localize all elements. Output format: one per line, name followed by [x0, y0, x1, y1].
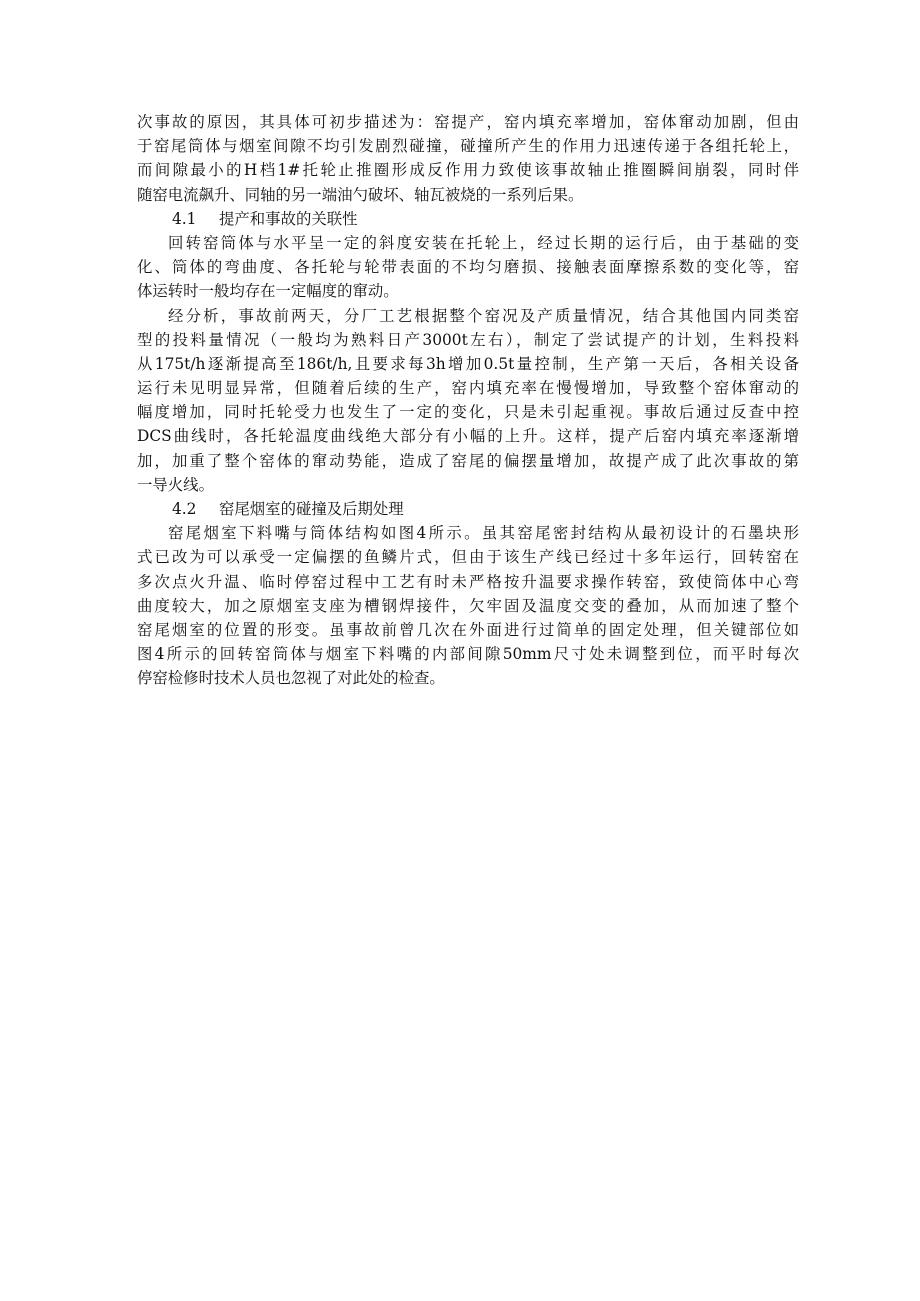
text-line: 幅度增加，同时托轮受力也发生了一定的变化，只是未引起重视。事故后通过反查中控 — [137, 403, 799, 422]
text-line: 化、筒体的弯曲度、各托轮与轮带表面的不均匀磨损、接触表面摩擦系数的变化等，窑 — [137, 258, 799, 277]
text-line: 窑尾烟室下料嘴与筒体结构如图4所示。虽其窑尾密封结构从最初设计的石墨块形 — [168, 524, 799, 543]
paragraph-smoke-chamber — [137, 521, 799, 690]
text-line: 窑尾烟室的位置的形变。虽事故前曾几次在外面进行过简单的固定处理，但关键部位如 — [137, 620, 799, 639]
text-line: 型的投料量情况（一般均为熟料日产3000t左右），制定了尝试提产的计划，生料投料 — [137, 330, 799, 349]
document-page — [137, 110, 799, 691]
text-line: 而间隙最小的H档1#托轮止推圈形成反作用力致使该事故轴止推圈瞬间崩裂，同时伴 — [137, 161, 799, 180]
text-line: 图4所示的回转窑筒体与烟室下料嘴的内部间隙50mm尺寸处未调整到位，而平时每次 — [137, 645, 799, 664]
text-line: 式已改为可以承受一定偏摆的鱼鳞片式，但由于该生产线已经过十多年运行，回转窑在 — [137, 548, 799, 567]
text-line: 多次点火升温、临时停窑过程中工艺有时未严格按升温要求操作转窑，致使筒体中心弯 — [137, 572, 799, 591]
section-number: 4.1 — [172, 209, 197, 228]
text-line: 随窑电流飙升、同轴的另一端油勺破坏、轴瓦被烧的一系列后果。 — [137, 185, 584, 204]
text-line: 体运转时一般均存在一定幅度的窜动。 — [137, 282, 399, 301]
section-number: 4.2 — [172, 500, 197, 518]
text-line: 回转窑筒体与水平呈一定的斜度安装在托轮上，经过长期的运行后，由于基础的变 — [168, 233, 799, 252]
text-line: 运行未见明显异常，但随着后续的生产，窑内填充率在慢慢增加，导致整个窑体窜动的 — [137, 379, 799, 398]
text-line: 一导火线。 — [137, 475, 214, 494]
paragraph-analysis — [137, 304, 799, 498]
paragraph-accident-cause — [137, 110, 799, 207]
text-line: 曲度较大，加之原烟室支座为槽钢焊接件，欠牢固及温度交变的叠加，从而加速了整个 — [137, 596, 799, 615]
text-line: 于窑尾筒体与烟室间隙不均引发剧烈碰撞，碰撞所产生的作用力迅速传递于各组托轮上， — [137, 137, 799, 156]
section-heading-4-2 — [137, 497, 799, 521]
text-line: 加，加重了整个窑体的窜动势能，造成了窑尾的偏摆量增加，故提产成了此次事故的第 — [137, 451, 799, 470]
text-line: 停窑检修时技术人员也忽视了对此处的检查。 — [137, 669, 445, 688]
text-line: 次事故的原因，其具体可初步描述为：窑提产，窑内填充率增加，窑体窜动加剧，但由 — [137, 113, 799, 131]
text-line: 从175t/h逐渐提高至186t/h,且要求每3h增加0.5t量控制，生产第一天后，各相关设备 — [137, 354, 799, 373]
section-title: 窑尾烟室的碰撞及后期处理 — [219, 500, 404, 518]
text-line: DCS曲线时，各托轮温度曲线绝大部分有小幅的上升。这样，提产后窑内填充率逐渐增 — [137, 427, 799, 446]
section-heading-4-1 — [137, 207, 799, 231]
text-line: 经分析，事故前两天，分厂工艺根据整个窑况及产质量情况，结合其他国内同类窑 — [168, 306, 799, 325]
paragraph-kiln-movement — [137, 231, 799, 304]
section-title: 提产和事故的关联性 — [219, 209, 358, 228]
